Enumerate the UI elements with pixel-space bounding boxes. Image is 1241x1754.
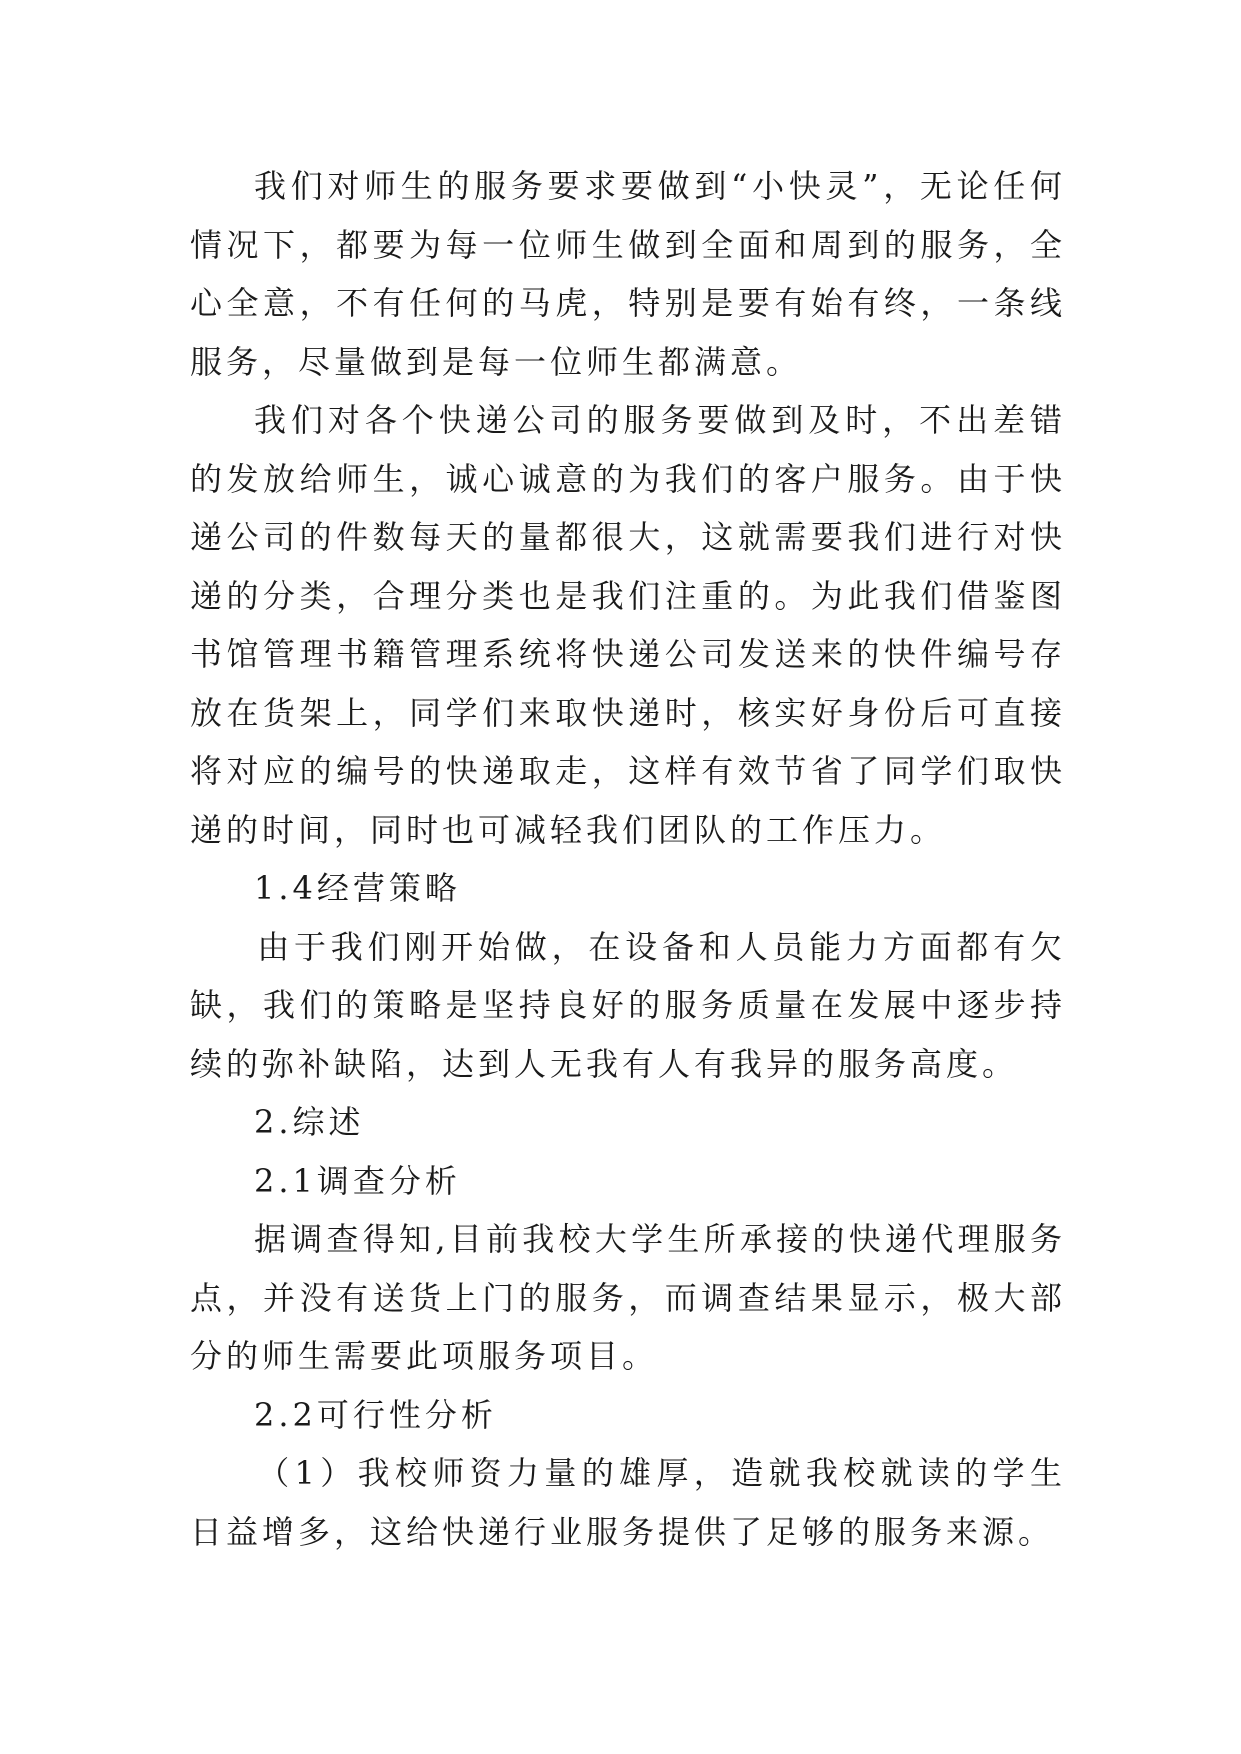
heading-feasibility-analysis: 2.2可行性分析 [254, 1395, 497, 1434]
heading-business-strategy: 1.4经营策略 [254, 869, 461, 907]
document-body [190, 157, 1066, 1561]
paragraph-feasibility-1: （1）我校师资力量的雄厚，造就我校就读的学生日益增多，这给快递行业服务提供了足够的服务来源。 [190, 1454, 1066, 1551]
paragraph-express-company-service: 我们对各个快递公司的服务要做到及时，不出差错的发放给师生，诚心诚意的为我们的客户服务。由于快递公司的件数每天的量都很大，这就需要我们进行对快递的分类，合理分类也是我们注重的。为此我们借鉴图书馆管理书籍管理系统将快递公司发送来的快件编号存放在货架上，同学们来取快递时，核实好身份后可直接将对应的编号的快递取走，这样有效节省了同学们取快递的时间，同时也可减轻我们团队的工作压力。 [190, 401, 1066, 849]
heading-survey-analysis: 2.1调查分析 [254, 1161, 461, 1200]
paragraph-service-requirements: 我们对师生的服务要求要做到“小快灵”，无论任何情况下，都要为每一位师生做到全面和周到的服务，全心全意，不有任何的马虎，特别是要有始有终，一条线服务，尽量做到是每一位师生都满意。 [190, 167, 1066, 381]
heading-overview: 2.综述 [254, 1103, 365, 1141]
paragraph-survey: 据调查得知,目前我校大学生所承接的快递代理服务点，并没有送货上门的服务，而调查结果显示，极大部分的师生需要此项服务项目。 [190, 1220, 1066, 1375]
paragraph-strategy: 由于我们刚开始做，在设备和人员能力方面都有欠缺，我们的策略是坚持良好的服务质量在发展中逐步持续的弥补缺陷，达到人无我有人有我异的服务高度。 [190, 927, 1066, 1083]
